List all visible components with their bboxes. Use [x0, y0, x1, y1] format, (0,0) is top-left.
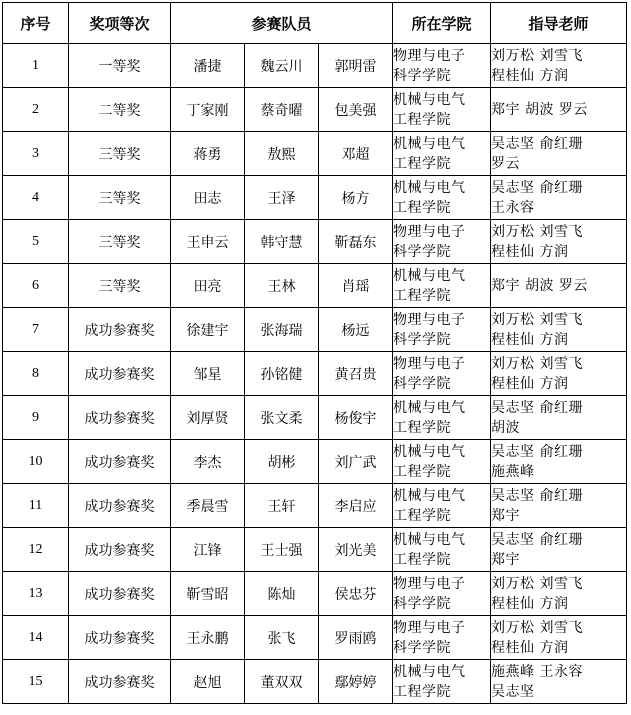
teachers-line: 程桂仙 方润: [491, 243, 569, 260]
member-cell: 王士强: [245, 528, 319, 572]
member-cell: 肖瑶: [319, 264, 393, 308]
teachers-cell: [491, 616, 627, 660]
teachers-line: 程桂仙 方润: [491, 595, 569, 612]
school-line: 物理与电子: [393, 355, 466, 372]
member-cell: 季晨雪: [171, 484, 245, 528]
award-cell: 成功参赛奖: [69, 440, 171, 484]
school-line: 工程学院: [393, 111, 452, 128]
header-school: 所在学院: [393, 3, 491, 44]
table-row: [3, 308, 627, 352]
member-cell: 陈灿: [245, 572, 319, 616]
award-cell: 成功参赛奖: [69, 572, 171, 616]
school-cell: [393, 484, 491, 528]
school-line: 工程学院: [393, 507, 452, 524]
teachers-line: 程桂仙 方润: [491, 639, 569, 656]
table-row: [3, 88, 627, 132]
member-cell: 黄召贵: [319, 352, 393, 396]
table-row: [3, 352, 627, 396]
member-cell: 刘广武: [319, 440, 393, 484]
header-row: [3, 3, 627, 44]
member-cell: 胡彬: [245, 440, 319, 484]
school-cell: [393, 528, 491, 572]
school-cell: [393, 176, 491, 220]
teachers-cell: [491, 44, 627, 88]
school-line: 工程学院: [393, 199, 452, 216]
teachers-line: 王永容: [491, 199, 535, 216]
school-cell: [393, 308, 491, 352]
member-cell: 侯忠芬: [319, 572, 393, 616]
row-index-cell: 4: [3, 176, 69, 220]
member-cell: 邹星: [171, 352, 245, 396]
row-index-cell: 9: [3, 396, 69, 440]
member-cell: 刘厚贤: [171, 396, 245, 440]
school-line: 机械与电气: [393, 135, 466, 152]
table-row: [3, 220, 627, 264]
row-index-cell: 14: [3, 616, 69, 660]
member-cell: 张文柔: [245, 396, 319, 440]
award-cell: 三等奖: [69, 220, 171, 264]
school-line: 科学学院: [393, 639, 452, 656]
award-cell: 三等奖: [69, 176, 171, 220]
member-cell: 靳磊东: [319, 220, 393, 264]
member-cell: 张飞: [245, 616, 319, 660]
teachers-line: 程桂仙 方润: [491, 375, 569, 392]
header-teachers: 指导老师: [491, 3, 627, 44]
table-row: [3, 660, 627, 704]
teachers-line: 刘万松 刘雪飞: [491, 355, 583, 372]
row-index-cell: 11: [3, 484, 69, 528]
teachers-line: 吴志坚 俞红珊: [491, 443, 583, 460]
school-line: 机械与电气: [393, 91, 466, 108]
school-cell: [393, 660, 491, 704]
teachers-line: 刘万松 刘雪飞: [491, 223, 583, 240]
table-row: [3, 176, 627, 220]
teachers-line: 刘万松 刘雪飞: [491, 575, 583, 592]
teachers-cell: [491, 88, 627, 132]
teachers-line: 程桂仙 方润: [491, 331, 569, 348]
school-line: 工程学院: [393, 155, 452, 172]
school-cell: [393, 132, 491, 176]
award-cell: 成功参赛奖: [69, 484, 171, 528]
school-line: 物理与电子: [393, 47, 466, 64]
teachers-cell: [491, 264, 627, 308]
teachers-line: 施燕峰 王永容: [491, 663, 583, 680]
school-line: 科学学院: [393, 595, 452, 612]
table-row: [3, 132, 627, 176]
member-cell: 敖熙: [245, 132, 319, 176]
teachers-line: 胡波: [491, 419, 521, 436]
school-cell: [393, 264, 491, 308]
teachers-line: 吴志坚 俞红珊: [491, 135, 583, 152]
member-cell: 王永鹏: [171, 616, 245, 660]
member-cell: 刘光美: [319, 528, 393, 572]
member-cell: 王林: [245, 264, 319, 308]
member-cell: 张海瑞: [245, 308, 319, 352]
awards-table: [2, 2, 627, 704]
teachers-line: 刘万松 刘雪飞: [491, 619, 583, 636]
member-cell: 杨远: [319, 308, 393, 352]
member-cell: 徐建宇: [171, 308, 245, 352]
teachers-line: 刘万松 刘雪飞: [491, 311, 583, 328]
row-index-cell: 10: [3, 440, 69, 484]
member-cell: 李启应: [319, 484, 393, 528]
school-line: 科学学院: [393, 331, 452, 348]
teachers-line: 吴志坚: [491, 683, 535, 700]
teachers-line: 吴志坚 俞红珊: [491, 399, 583, 416]
teachers-cell: [491, 352, 627, 396]
school-line: 工程学院: [393, 463, 452, 480]
award-cell: 成功参赛奖: [69, 660, 171, 704]
member-cell: 王申云: [171, 220, 245, 264]
row-index-cell: 5: [3, 220, 69, 264]
member-cell: 李杰: [171, 440, 245, 484]
member-cell: 董双双: [245, 660, 319, 704]
school-cell: [393, 220, 491, 264]
award-cell: 成功参赛奖: [69, 352, 171, 396]
table-row: [3, 264, 627, 308]
teachers-line: 罗云: [491, 155, 521, 172]
member-cell: 孙铭健: [245, 352, 319, 396]
award-cell: 一等奖: [69, 44, 171, 88]
school-line: 物理与电子: [393, 311, 466, 328]
row-index-cell: 3: [3, 132, 69, 176]
member-cell: 魏云川: [245, 44, 319, 88]
teachers-cell: [491, 484, 627, 528]
member-cell: 田亮: [171, 264, 245, 308]
table-row: [3, 396, 627, 440]
teachers-line: 吴志坚 俞红珊: [491, 179, 583, 196]
table-row: [3, 572, 627, 616]
member-cell: 赵旭: [171, 660, 245, 704]
member-cell: 蔡奇曜: [245, 88, 319, 132]
member-cell: 王轩: [245, 484, 319, 528]
row-index-cell: 12: [3, 528, 69, 572]
school-cell: [393, 88, 491, 132]
school-cell: [393, 572, 491, 616]
award-cell: 二等奖: [69, 88, 171, 132]
award-cell: 三等奖: [69, 264, 171, 308]
award-cell: 成功参赛奖: [69, 308, 171, 352]
teachers-cell: [491, 572, 627, 616]
school-line: 工程学院: [393, 419, 452, 436]
member-cell: 鄢婷婷: [319, 660, 393, 704]
award-cell: 成功参赛奖: [69, 528, 171, 572]
table-row: [3, 440, 627, 484]
school-line: 工程学院: [393, 551, 452, 568]
member-cell: 郭明雷: [319, 44, 393, 88]
school-line: 机械与电气: [393, 487, 466, 504]
school-line: 机械与电气: [393, 399, 466, 416]
school-cell: [393, 616, 491, 660]
school-line: 科学学院: [393, 243, 452, 260]
school-line: 工程学院: [393, 683, 452, 700]
table-row: [3, 484, 627, 528]
teachers-cell: [491, 176, 627, 220]
member-cell: 田志: [171, 176, 245, 220]
table-row: [3, 616, 627, 660]
member-cell: 江锋: [171, 528, 245, 572]
school-cell: [393, 396, 491, 440]
teachers-cell: [491, 220, 627, 264]
teachers-cell: [491, 396, 627, 440]
row-index-cell: 1: [3, 44, 69, 88]
teachers-line: 吴志坚 俞红珊: [491, 531, 583, 548]
header-index: 序号: [3, 3, 69, 44]
teachers-cell: [491, 132, 627, 176]
member-cell: 韩守慧: [245, 220, 319, 264]
member-cell: 潘捷: [171, 44, 245, 88]
school-line: 机械与电气: [393, 531, 466, 548]
member-cell: 邓超: [319, 132, 393, 176]
school-line: 机械与电气: [393, 179, 466, 196]
teachers-cell: [491, 528, 627, 572]
member-cell: 罗雨鸥: [319, 616, 393, 660]
table-header: [3, 3, 627, 44]
school-line: 物理与电子: [393, 575, 466, 592]
row-index-cell: 15: [3, 660, 69, 704]
table-body: [3, 44, 627, 704]
teachers-cell: [491, 440, 627, 484]
award-cell: 三等奖: [69, 132, 171, 176]
teachers-line: 郑宇: [491, 551, 521, 568]
row-index-cell: 2: [3, 88, 69, 132]
header-members: 参赛队员: [171, 3, 393, 44]
table-row: [3, 44, 627, 88]
teachers-line: 刘万松 刘雪飞: [491, 47, 583, 64]
member-cell: 蒋勇: [171, 132, 245, 176]
member-cell: 王泽: [245, 176, 319, 220]
school-line: 机械与电气: [393, 267, 466, 284]
member-cell: 杨方: [319, 176, 393, 220]
teachers-line: 施燕峰: [491, 463, 535, 480]
member-cell: 杨俊宇: [319, 396, 393, 440]
teachers-line: 郑宇 胡波 罗云: [491, 277, 588, 294]
row-index-cell: 6: [3, 264, 69, 308]
award-cell: 成功参赛奖: [69, 396, 171, 440]
teachers-cell: [491, 660, 627, 704]
member-cell: 靳雪昭: [171, 572, 245, 616]
school-line: 科学学院: [393, 67, 452, 84]
teachers-line: 程桂仙 方润: [491, 67, 569, 84]
row-index-cell: 13: [3, 572, 69, 616]
row-index-cell: 8: [3, 352, 69, 396]
member-cell: 包美强: [319, 88, 393, 132]
school-cell: [393, 44, 491, 88]
table-row: [3, 528, 627, 572]
teachers-cell: [491, 308, 627, 352]
teachers-line: 郑宇 胡波 罗云: [491, 101, 588, 118]
teachers-line: 吴志坚 俞红珊: [491, 487, 583, 504]
school-line: 机械与电气: [393, 663, 466, 680]
school-line: 机械与电气: [393, 443, 466, 460]
award-cell: 成功参赛奖: [69, 616, 171, 660]
school-line: 物理与电子: [393, 619, 466, 636]
header-award: 奖项等次: [69, 3, 171, 44]
teachers-line: 郑宇: [491, 507, 521, 524]
school-cell: [393, 440, 491, 484]
school-line: 科学学院: [393, 375, 452, 392]
school-cell: [393, 352, 491, 396]
school-line: 物理与电子: [393, 223, 466, 240]
school-line: 工程学院: [393, 287, 452, 304]
member-cell: 丁家刚: [171, 88, 245, 132]
row-index-cell: 7: [3, 308, 69, 352]
